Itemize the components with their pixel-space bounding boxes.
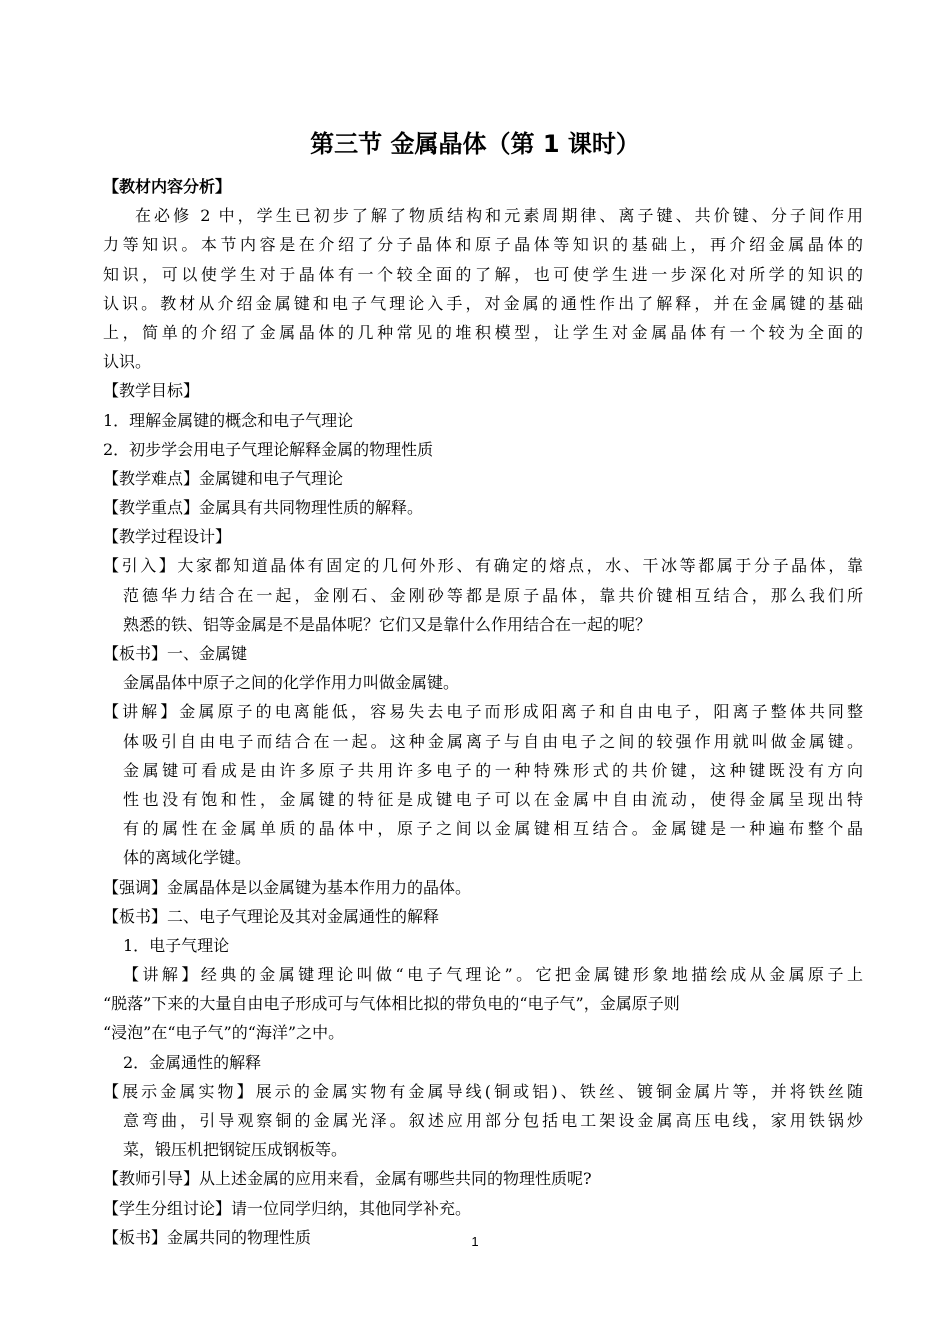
text-line: 范德华力结合在一起，金刚石、金刚砂等都是原子晶体，靠共价键相互结合，那么我们所 bbox=[123, 585, 863, 605]
text-line: “浸泡”在“电子气”的“海洋”之中。 bbox=[103, 1023, 345, 1043]
text-line: 体吸引自由电子而结合在一起。这种金属离子与自由电子之间的较强作用就叫做金属键。 bbox=[123, 731, 863, 751]
text-line: 【板书】二、电子气理论及其对金属通性的解释 bbox=[103, 906, 440, 926]
text-line: 2．初步学会用电子气理论解释金属的物理性质 bbox=[103, 439, 434, 459]
text-line: 1．电子气理论 bbox=[123, 935, 230, 955]
text-line: 【教学目标】 bbox=[103, 381, 200, 401]
text-line: 【学生分组讨论】请一位同学归纳，其他同学补充。 bbox=[103, 1198, 472, 1218]
text-line: 【教学重点】金属具有共同物理性质的解释。 bbox=[103, 498, 424, 518]
text-line: 1．理解金属键的概念和电子气理论 bbox=[103, 410, 354, 430]
text-line: 菜，锻压机把钢锭压成钢板等。 bbox=[123, 1140, 348, 1160]
text-line: “脱落”下来的大量自由电子形成可与气体相比拟的带负电的“电子气”，金属原子则 bbox=[103, 994, 680, 1014]
text-line: 【教师引导】从上述金属的应用来看，金属有哪些共同的物理性质呢? bbox=[103, 1169, 592, 1189]
document-body bbox=[103, 172, 863, 1252]
text-line: 知识，可以使学生对于晶体有一个较全面的了解，也可使学生进一步深化对所学的知识的 bbox=[103, 264, 863, 284]
text-line: 体的离域化学键。 bbox=[123, 848, 252, 868]
text-line: 金属键可看成是由许多原子共用许多电子的一种特殊形式的共价键，这种键既没有方向 bbox=[123, 760, 863, 780]
text-line: 性也没有饱和性，金属键的特征是成键电子可以在金属中自由流动，使得金属呈现出特 bbox=[123, 789, 863, 809]
text-line: 【教材内容分析】 bbox=[103, 177, 232, 196]
text-line: 力等知识。本节内容是在介绍了分子晶体和原子晶体等知识的基础上，再介绍金属晶体的 bbox=[103, 235, 863, 255]
text-line: 【讲解】经典的金属键理论叫做“电子气理论”。它把金属键形象地描绘成从金属原子上 bbox=[123, 965, 863, 985]
text-line: 【教学难点】金属键和电子气理论 bbox=[103, 468, 344, 488]
text-line: 2．金属通性的解释 bbox=[123, 1052, 262, 1072]
text-line: 【展示金属实物】展示的金属实物有金属导线(铜或铝)、铁丝、镀铜金属片等，并将铁丝随 bbox=[103, 1081, 863, 1101]
text-line: 【强调】金属晶体是以金属键为基本作用力的晶体。 bbox=[103, 877, 472, 897]
text-line: 【讲解】金属原子的电离能低，容易失去电子而形成阳离子和自由电子，阳离子整体共同整 bbox=[103, 702, 863, 722]
text-line: 意弯曲，引导观察铜的金属光泽。叙述应用部分包括电工架设金属高压电线，家用铁锅炒 bbox=[123, 1111, 863, 1130]
text-line: 在必修 2 中，学生已初步了解了物质结构和元素周期律、离子键、共价键、分子间作用 bbox=[135, 206, 863, 226]
text-line: 【板书】一、金属键 bbox=[103, 644, 248, 663]
text-line: 【引入】大家都知道晶体有固定的几何外形、有确定的熔点，水、干冰等都属于分子晶体，靠 bbox=[103, 556, 863, 576]
text-line: 熟悉的铁、铝等金属是不是晶体呢？它们又是靠什么作用结合在一起的呢？ bbox=[123, 614, 652, 634]
text-line: 认识。教材从介绍金属键和电子气理论入手，对金属的通性作出了解释，并在金属键的基础 bbox=[103, 293, 863, 313]
text-line: 有的属性在金属单质的晶体中，原子之间以金属键相互结合。金属键是一种遍布整个晶 bbox=[123, 819, 863, 839]
text-line: 【板书】金属共同的物理性质 bbox=[103, 1227, 312, 1247]
page-number: 1 bbox=[471, 1234, 479, 1249]
text-line: 金属晶体中原子之间的化学作用力叫做金属键。 bbox=[123, 673, 460, 693]
text-line: 上，简单的介绍了金属晶体的几种常见的堆积模型，让学生对金属晶体有一个较为全面的 bbox=[103, 322, 863, 342]
text-line: 【教学过程设计】 bbox=[103, 527, 232, 547]
page-title: 第三节 金属晶体（第 1 课时） bbox=[310, 130, 640, 158]
text-line: 认识。 bbox=[103, 352, 152, 372]
